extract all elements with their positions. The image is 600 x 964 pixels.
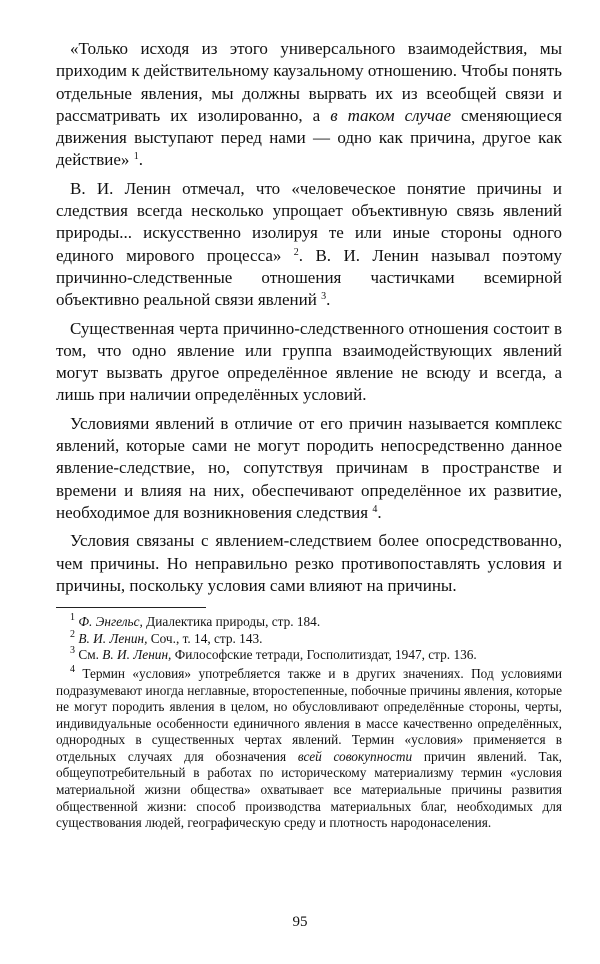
- paragraph-2-text-a: В. И. Ленин отмечал, что «человеческое понятие причины и следствия всегда несколько упрощает объективную связь явлений природы... искусственно изолируя те или иные стороны одного единого мирового процесса»: [56, 178, 562, 265]
- paragraph-5: Условия связаны с явлением-следствием более опосредствованно, чем причины. Но неправильно резко противопоставлять условия и причины, поскольку условия сами влияют на причины.: [56, 531, 562, 595]
- footnote-4-emphasis: всей совокупности: [297, 748, 413, 764]
- footnote-3-number: 3: [70, 645, 75, 657]
- paragraph-1: [56, 38, 562, 172]
- paragraph-4-text: Условиями явлений в отличие от его причин называется комплекс явлений, которые сами не могут породить непосредственно данное явление-следствие, но, сопутствуя причинам в пространстве и времени и влияя на них, обеспечивают определённое их развитие, необходимое для возникновения следствия: [56, 413, 562, 522]
- footnote-4-number: 4: [70, 663, 75, 675]
- page-number: 95: [292, 914, 308, 930]
- footnote-1-text: Диалектика природы, стр. 184.: [142, 614, 321, 630]
- paragraph-2-end: .: [326, 290, 331, 310]
- footnote-ref-3: 3: [321, 291, 327, 303]
- paragraph-4-end: .: [377, 502, 382, 522]
- main-text: [56, 38, 562, 597]
- footnote-1-author: Ф. Энгельс,: [78, 614, 143, 630]
- footnote-ref-1: 1: [133, 151, 139, 163]
- footnote-3-text: Философские тетради, Госполитиздат, 1947, стр. 136.: [171, 647, 477, 663]
- footnote-3-prefix: См.: [75, 647, 103, 663]
- footnote-2-text: Соч., т. 14, стр. 143.: [147, 630, 263, 646]
- footnote-4: [56, 663, 562, 832]
- footnote-3-author: В. И. Ленин,: [102, 647, 172, 663]
- footnote-3: [56, 647, 562, 664]
- paragraph-1-emphasis: в таком случае: [330, 105, 451, 125]
- footnote-ref-2: 2: [293, 246, 299, 258]
- paragraph-2: [56, 178, 562, 312]
- paragraph-4: [56, 413, 562, 524]
- footnote-ref-4: 4: [372, 503, 378, 515]
- footnote-4-text-a: Термин «условия» употребляется также и в других значениях. Под условиями подразумевают иногда неглавные, второстепенные, побочные причины явления, которые не могут породить явления в целом, но обусловливают определённые стороны, черты, индивидуальные особенности единичного явления в массе качественно определённых, однородных в существенных чертах явлений. Термин «условия» применяется в отдельных случаях для обозначения: [56, 665, 562, 764]
- paragraph-1-text-a: «Только исходя из этого универсального взаимодействия, мы приходим к действительному каузальному отношению. Чтобы понять отдельные явления, мы должны вырвать их из всеобщей связи и рассматривать их изолированно, а: [56, 39, 562, 125]
- footnote-2: [56, 628, 562, 648]
- paragraph-1-text-b: сменяющиеся движения выступают перед нами — одно как причина, другое как действие»: [56, 105, 562, 170]
- footnote-1: [56, 614, 562, 631]
- footnote-divider: [56, 607, 206, 608]
- footnotes: [56, 614, 562, 832]
- footnote-2-author: В. И. Ленин,: [78, 630, 148, 646]
- paragraph-2-text-b: . В. И. Ленин называл поэтому причинно-следственные отношения частичками всемирной объективно реальной связи явлений: [56, 245, 562, 310]
- footnote-4-text-b: причин явлений. Так, общеупотребительный в работах по историческому материализму термин «условия материальной жизни общества» охватывает все материальные причины развития общественной жизни: способ производства материальных благ, необходимых для существования людей, географическую среду и плотность народонаселения.: [56, 748, 562, 831]
- paragraph-1-end: .: [138, 150, 143, 170]
- footnote-2-number: 2: [70, 628, 75, 640]
- paragraph-3: Существенная черта причинно-следственного отношения состоит в том, что одно явление или группа взаимодействующих явлений могут вызвать другое определённое явление не всюду и всегда, а лишь при наличии определённых условий.: [56, 318, 562, 405]
- footnote-1-number: 1: [70, 612, 75, 624]
